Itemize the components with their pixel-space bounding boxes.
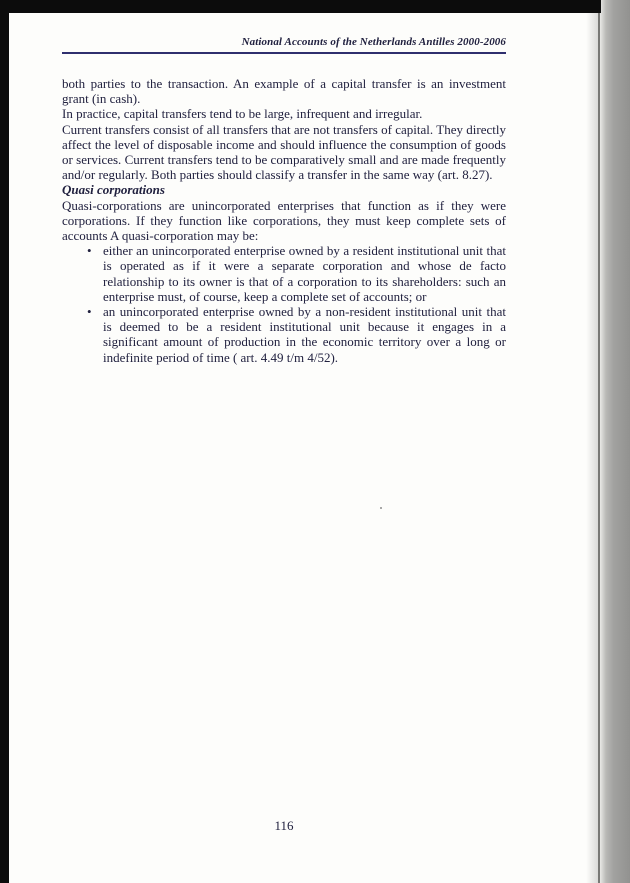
page-content <box>62 36 506 365</box>
paragraph-capital-transfer-example: both parties to the transaction. An example of a capital transfer is an investment grant (in cash). <box>62 76 506 107</box>
header-rule <box>62 52 506 54</box>
scan-edge-top <box>0 0 601 13</box>
paragraph-capital-transfers-practice: In practice, capital transfers tend to be large, infrequent and irregular. <box>62 106 423 122</box>
running-header-title: National Accounts of the Netherlands Antilles 2000-2006 <box>241 36 506 48</box>
body-text <box>62 76 506 365</box>
bullet-item-resident-unit: • either an unincorporated enterprise owned by a resident institutional unit that is operated as if it were a separate corporation and whose de facto relationship to its owner is that of a corporation to its shareholders: such an enterprise must, of course, keep a complete set of accounts; or <box>103 243 506 304</box>
section-heading-quasi-corporations: Quasi corporations <box>62 182 165 198</box>
scan-speck-artifact <box>380 507 382 509</box>
bullet-item-non-resident-unit: • an unincorporated enterprise owned by a non-resident institutional unit that is deemed to be a resident institutional unit because it engages in a significant amount of production in the economic territory over a long or indefinite period of time ( art. 4.49 t/m 4/52). <box>103 304 506 365</box>
scan-edge-right <box>598 0 630 883</box>
paragraph-current-transfers: Current transfers consist of all transfers that are not transfers of capital. They directly affect the level of disposable income and should influence the consumption of goods or services. Current transfers tend to be comparatively small and are made frequently and/or regularly. Both parties should classify a transfer in the same way (art. 8.27). <box>62 121 506 183</box>
paragraph-quasi-corporations-intro: Quasi-corporations are unincorporated enterprises that function as if they were corporations. If they function like corporations, they must keep complete sets of accounts A quasi-corporation may be: <box>62 197 506 244</box>
page-number: 116 <box>274 818 294 833</box>
scan-edge-left <box>0 0 9 883</box>
bullet-list <box>62 243 506 365</box>
